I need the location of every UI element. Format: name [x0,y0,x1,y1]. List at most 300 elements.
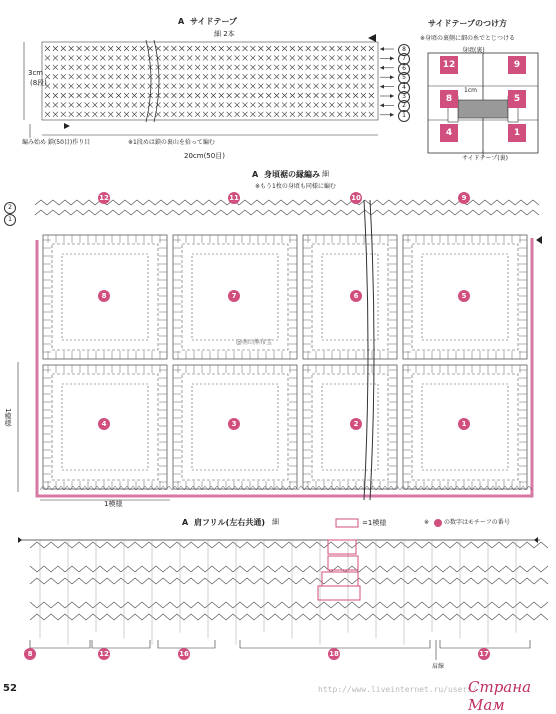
single-crochet-mark [69,84,74,89]
legend-repeat-box [336,519,358,527]
single-crochet-mark [290,74,295,79]
single-crochet-mark [61,46,66,51]
single-crochet-mark [77,84,82,89]
single-crochet-mark [116,74,121,79]
single-crochet-mark [369,65,374,70]
single-crochet-mark [116,84,121,89]
motif-number-badge: 6 [350,290,362,302]
single-crochet-mark [345,84,350,89]
single-crochet-mark [203,93,208,98]
single-crochet-mark [53,93,58,98]
row-arrow-icon [380,103,384,107]
single-crochet-mark [345,65,350,70]
single-crochet-mark [148,112,153,117]
single-crochet-mark [250,74,255,79]
frill-repeat-box [328,556,358,570]
single-crochet-mark [187,65,192,70]
single-crochet-mark [227,46,232,51]
single-crochet-mark [353,93,358,98]
single-crochet-mark [298,93,303,98]
frill-stitch-row [30,566,548,572]
single-crochet-mark [77,55,82,60]
single-crochet-mark [329,65,334,70]
side-tape-marker: A [178,17,185,26]
single-crochet-mark [314,102,319,107]
single-crochet-mark [164,65,169,70]
single-crochet-mark [69,74,74,79]
single-crochet-mark [329,74,334,79]
single-crochet-mark [53,84,58,89]
row-number-badge: 8 [398,44,410,56]
single-crochet-mark [132,55,137,60]
single-crochet-mark [132,102,137,107]
row-number-badge: 2 [4,202,16,214]
motif-number-badge: 8 [98,290,110,302]
single-crochet-mark [353,102,358,107]
single-crochet-mark [85,102,90,107]
single-crochet-mark [211,46,216,51]
single-crochet-mark [100,65,105,70]
single-crochet-mark [274,55,279,60]
single-crochet-mark [171,55,176,60]
single-crochet-mark [353,55,358,60]
frill-legend-prefix: ※ [424,519,430,526]
row-number-badge: 6 [398,63,410,75]
side-tape-border [42,42,378,120]
single-crochet-mark [298,102,303,107]
single-crochet-mark [108,55,113,60]
single-crochet-mark [337,74,342,79]
single-crochet-mark [219,84,224,89]
single-crochet-mark [298,65,303,70]
side-tape-title: サイドテープ [190,17,238,26]
single-crochet-mark [345,55,350,60]
single-crochet-mark [92,74,97,79]
single-crochet-mark [219,102,224,107]
single-crochet-mark [345,112,350,117]
top-motif-badge: 11 [229,194,239,202]
row-number-badge: 1 [398,110,410,122]
single-crochet-mark [179,74,184,79]
single-crochet-mark [306,84,311,89]
row-number-badge: 5 [398,72,410,84]
single-crochet-mark [108,46,113,51]
side-tape-row1-note: ※1段めは鎖の裏山を拾って編む [128,139,215,146]
single-crochet-mark [250,46,255,51]
single-crochet-mark [203,55,208,60]
single-crochet-mark [211,93,216,98]
single-crochet-mark [298,112,303,117]
single-crochet-mark [116,65,121,70]
motif-number-badge: 4 [98,418,110,430]
single-crochet-mark [306,74,311,79]
single-crochet-mark [140,93,145,98]
row-arrow-icon [380,66,384,70]
single-crochet-mark [290,55,295,60]
motif-number-badge: 2 [350,418,362,430]
single-crochet-mark [92,46,97,51]
frill-legend-note: の数字はモチーフの番号 [444,519,510,526]
single-crochet-mark [250,102,255,107]
single-crochet-mark [195,112,200,117]
single-crochet-mark [187,74,192,79]
single-crochet-mark [282,74,287,79]
row-arrow-icon [380,85,384,89]
single-crochet-mark [329,84,334,89]
single-crochet-mark [85,93,90,98]
single-crochet-mark [243,74,248,79]
single-crochet-mark [227,65,232,70]
single-crochet-mark [195,74,200,79]
single-crochet-mark [61,74,66,79]
body-center-watermark: @南山熊布宝 [236,339,273,346]
single-crochet-mark [345,74,350,79]
single-crochet-mark [85,46,90,51]
single-crochet-mark [100,112,105,117]
motif-number-badge: 3 [228,418,240,430]
single-crochet-mark [45,65,50,70]
single-crochet-mark [203,112,208,117]
single-crochet-mark [100,84,105,89]
single-crochet-mark [53,46,58,51]
single-crochet-mark [156,84,161,89]
single-crochet-mark [164,112,169,117]
single-crochet-mark [171,112,176,117]
single-crochet-mark [77,46,82,51]
frill-stitch-row [30,542,548,548]
side-tape-count: 細 2本 [214,30,235,38]
single-crochet-mark [250,93,255,98]
single-crochet-mark [187,93,192,98]
single-crochet-mark [156,55,161,60]
single-crochet-mark [53,65,58,70]
single-crochet-mark [306,102,311,107]
single-crochet-mark [274,112,279,117]
single-crochet-mark [306,93,311,98]
single-crochet-mark [361,55,366,60]
single-crochet-mark [108,65,113,70]
source-url: http://www.liveinternet.ru/users/ [318,685,477,694]
single-crochet-mark [45,93,50,98]
frill-shoulder: 肩線 [432,663,445,670]
start-arrow-icon [536,236,542,244]
motif-number-badge: 5 [458,290,470,302]
row-number-badge: 1 [4,214,16,226]
single-crochet-mark [108,102,113,107]
single-crochet-mark [329,112,334,117]
single-crochet-mark [353,65,358,70]
single-crochet-mark [85,55,90,60]
single-crochet-mark [337,46,342,51]
single-crochet-mark [345,102,350,107]
single-crochet-mark [322,84,327,89]
single-crochet-mark [322,102,327,107]
single-crochet-mark [361,102,366,107]
single-crochet-mark [92,55,97,60]
single-crochet-mark [92,102,97,107]
attach-note: ※身頃の裏側に細の糸でとじつける [420,35,516,42]
single-crochet-mark [77,102,82,107]
single-crochet-mark [282,84,287,89]
single-crochet-mark [314,84,319,89]
single-crochet-mark [329,102,334,107]
single-crochet-mark [266,102,271,107]
single-crochet-mark [219,74,224,79]
single-crochet-mark [266,65,271,70]
single-crochet-mark [235,55,240,60]
frill-motif-bracket [240,640,430,648]
row-number-badge: 2 [398,100,410,112]
single-crochet-mark [108,93,113,98]
single-crochet-mark [306,55,311,60]
frill-repeat-box [328,540,356,554]
single-crochet-mark [140,65,145,70]
single-crochet-mark [195,55,200,60]
single-crochet-mark [92,84,97,89]
single-crochet-mark [53,74,58,79]
single-crochet-mark [61,65,66,70]
single-crochet-mark [211,102,216,107]
single-crochet-mark [164,46,169,51]
end-arrow-icon [368,34,376,42]
single-crochet-mark [124,112,129,117]
single-crochet-mark [314,55,319,60]
body-title: 身頃裾の縁編み [264,170,320,179]
frill-motif-badge: 8 [24,648,36,660]
single-crochet-mark [179,84,184,89]
single-crochet-mark [314,74,319,79]
single-crochet-mark [45,112,50,117]
single-crochet-mark [211,84,216,89]
single-crochet-mark [337,84,342,89]
single-crochet-mark [164,84,169,89]
single-crochet-mark [353,74,358,79]
single-crochet-mark [45,46,50,51]
single-crochet-mark [53,112,58,117]
single-crochet-mark [219,112,224,117]
single-crochet-mark [132,74,137,79]
single-crochet-mark [369,84,374,89]
single-crochet-mark [108,112,113,117]
single-crochet-mark [211,55,216,60]
single-crochet-mark [274,102,279,107]
single-crochet-mark [290,112,295,117]
site-watermark: Страна Мам [468,678,532,714]
frill-motif-bracket [440,640,530,648]
row-arrow-icon [390,113,394,117]
body-repeat-bottom: 1模様 [104,500,123,508]
single-crochet-mark [195,93,200,98]
single-crochet-mark [179,112,184,117]
single-crochet-mark [124,74,129,79]
row-number-badge: 7 [398,53,410,65]
single-crochet-mark [322,55,327,60]
single-crochet-mark [108,84,113,89]
single-crochet-mark [298,55,303,60]
single-crochet-mark [243,84,248,89]
frill-stitch-row [30,578,548,584]
single-crochet-mark [195,46,200,51]
frill-chart [18,519,548,660]
top-motif-badge: 10 [351,194,361,202]
single-crochet-mark [258,46,263,51]
single-crochet-mark [369,74,374,79]
single-crochet-mark [195,84,200,89]
row-arrow-icon [390,75,394,79]
single-crochet-mark [124,46,129,51]
single-crochet-mark [258,74,263,79]
single-crochet-mark [361,84,366,89]
motif-number-badge: 1 [458,418,470,430]
single-crochet-mark [187,55,192,60]
page-number: 52 [3,683,17,694]
single-crochet-mark [124,84,129,89]
single-crochet-mark [92,93,97,98]
single-crochet-mark [282,46,287,51]
single-crochet-mark [116,112,121,117]
top-motif-badge: 12 [99,194,109,202]
single-crochet-mark [61,112,66,117]
single-crochet-mark [124,55,129,60]
single-crochet-mark [116,93,121,98]
single-crochet-mark [61,102,66,107]
single-crochet-mark [53,55,58,60]
single-crochet-mark [298,84,303,89]
single-crochet-mark [132,84,137,89]
single-crochet-mark [179,46,184,51]
single-crochet-mark [306,46,311,51]
single-crochet-mark [235,102,240,107]
single-crochet-mark [171,93,176,98]
single-crochet-mark [132,93,137,98]
single-crochet-mark [140,102,145,107]
single-crochet-mark [227,93,232,98]
single-crochet-mark [203,46,208,51]
single-crochet-mark [195,65,200,70]
single-crochet-mark [171,46,176,51]
single-crochet-mark [92,65,97,70]
single-crochet-mark [235,46,240,51]
single-crochet-mark [266,84,271,89]
single-crochet-mark [361,112,366,117]
row-arrow-icon [390,94,394,98]
single-crochet-mark [266,74,271,79]
single-crochet-mark [345,46,350,51]
single-crochet-mark [282,55,287,60]
single-crochet-mark [148,102,153,107]
single-crochet-mark [258,112,263,117]
body-hem-chart [18,200,542,500]
side-tape-height-cm: 3cm [28,69,44,77]
frill-motif-badge: 12 [99,650,109,658]
single-crochet-mark [274,93,279,98]
single-crochet-mark [148,74,153,79]
attach-tape-label: サイドテープ(裏) [462,155,508,162]
single-crochet-mark [243,55,248,60]
single-crochet-mark [274,46,279,51]
single-crochet-mark [266,55,271,60]
single-crochet-mark [250,55,255,60]
single-crochet-mark [274,65,279,70]
single-crochet-mark [306,65,311,70]
single-crochet-mark [140,74,145,79]
single-crochet-mark [203,74,208,79]
body-marker: A [252,170,259,179]
single-crochet-mark [69,55,74,60]
single-crochet-mark [353,84,358,89]
row-number-badge: 3 [398,91,410,103]
attach-title: サイドテープのつけ方 [428,19,508,28]
single-crochet-mark [314,46,319,51]
single-crochet-mark [219,65,224,70]
single-crochet-mark [164,93,169,98]
single-crochet-mark [140,112,145,117]
single-crochet-mark [211,65,216,70]
single-crochet-mark [322,112,327,117]
single-crochet-mark [179,102,184,107]
single-crochet-mark [156,102,161,107]
single-crochet-mark [227,74,232,79]
single-crochet-mark [77,93,82,98]
single-crochet-mark [369,102,374,107]
single-crochet-mark [203,84,208,89]
single-crochet-mark [179,65,184,70]
single-crochet-mark [116,46,121,51]
single-crochet-mark [235,65,240,70]
single-crochet-mark [282,93,287,98]
frill-repeat-box [318,586,360,600]
single-crochet-mark [369,93,374,98]
pink-edging-band [37,238,532,496]
single-crochet-mark [156,74,161,79]
single-crochet-mark [132,65,137,70]
single-crochet-mark [243,112,248,117]
single-crochet-mark [164,102,169,107]
top-motif-badge: 9 [458,192,470,204]
single-crochet-mark [290,46,295,51]
single-crochet-mark [100,102,105,107]
single-crochet-mark [322,65,327,70]
single-crochet-mark [250,84,255,89]
single-crochet-mark [353,112,358,117]
single-crochet-mark [337,102,342,107]
single-crochet-mark [369,55,374,60]
single-crochet-mark [227,112,232,117]
single-crochet-mark [69,93,74,98]
single-crochet-mark [306,112,311,117]
frill-motif-badge: 16 [179,650,189,658]
single-crochet-mark [322,93,327,98]
tape-bar [458,100,508,118]
single-crochet-mark [314,112,319,117]
single-crochet-mark [250,112,255,117]
single-crochet-mark [140,46,145,51]
single-crochet-mark [69,46,74,51]
single-crochet-mark [85,84,90,89]
single-crochet-mark [203,102,208,107]
single-crochet-mark [266,46,271,51]
single-crochet-mark [85,112,90,117]
single-crochet-mark [45,102,50,107]
frill-stitch-row [30,614,548,620]
single-crochet-mark [124,93,129,98]
single-crochet-mark [187,102,192,107]
motif-number-square: 4 [440,124,458,142]
motif-number-square: 5 [508,90,526,108]
frill-motif-bracket [30,640,90,648]
single-crochet-mark [243,93,248,98]
single-crochet-mark [235,84,240,89]
